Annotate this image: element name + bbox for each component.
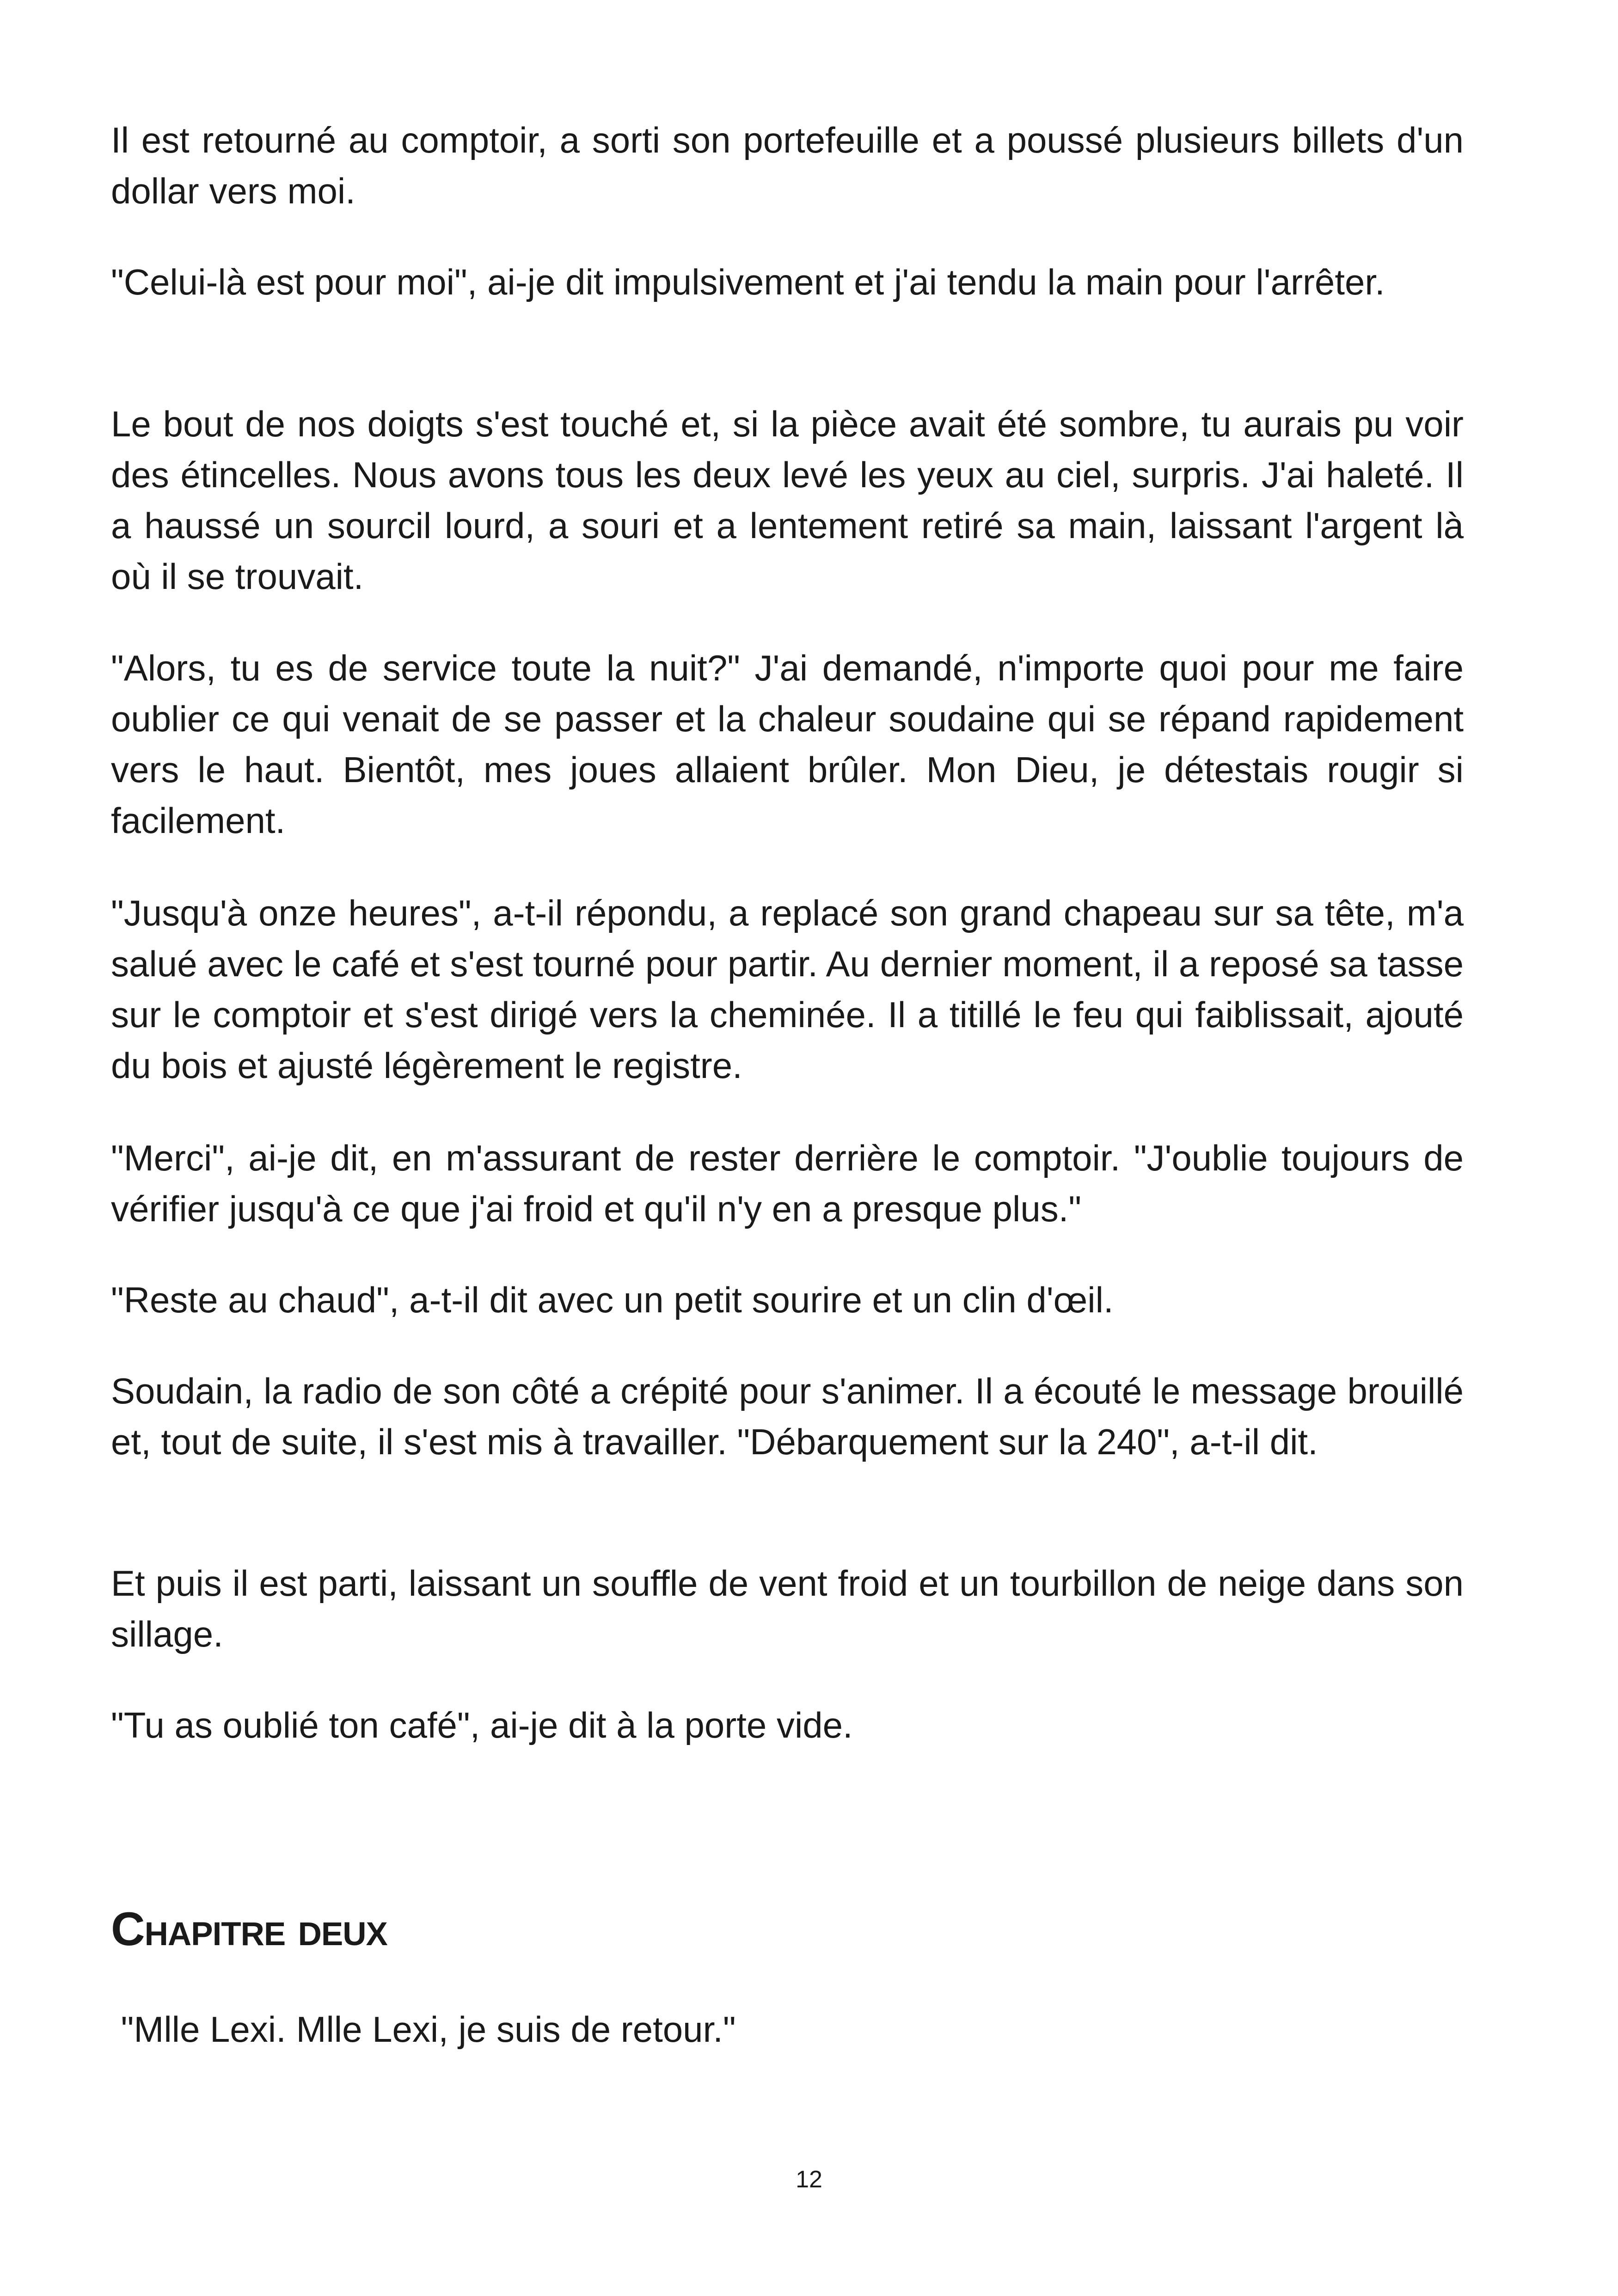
chapter-first-line: "Mlle Lexi. Mlle Lexi, je suis de retour." bbox=[111, 2009, 736, 2050]
paragraph-1: Il est retourné au comptoir, a sorti son portefeuille et a poussé plusieurs billets d'un dollar vers moi. bbox=[111, 120, 1464, 211]
paragraph-4: "Alors, tu es de service toute la nuit?" J'ai demandé, n'importe quoi pour me faire oublier ce qui venait de se passer et la chaleur soudaine qui se répand rapidement vers le haut. Bientôt, mes joues allaient brûler. Mon Dieu, je détestais rougir si facilement. bbox=[111, 648, 1464, 841]
paragraph-5: "Jusqu'à onze heures", a-t-il répondu, a replacé son grand chapeau sur sa tête, m'a salué avec le café et s'est tourné pour partir. Au dernier moment, il a reposé sa tasse sur le comptoir et s'est dirigé vers la cheminée. Il a titillé le feu qui faiblissait, ajouté du bois et ajusté légèrement le registre. bbox=[111, 893, 1464, 1086]
paragraph-6: "Merci", ai-je dit, en m'assurant de rester derrière le comptoir. "J'oublie toujours de vérifier jusqu'à ce que j'ai froid et qu'il n'y en a presque plus." bbox=[111, 1138, 1464, 1229]
chapter-title: Chapitre deux bbox=[111, 1903, 387, 1955]
paragraph-8: Soudain, la radio de son côté a crépité pour s'animer. Il a écouté le message brouillé et, tout de suite, il s'est mis à travailler. "Débarquement sur la 240", a-t-il dit. bbox=[111, 1371, 1464, 1462]
paragraph-3: Le bout de nos doigts s'est touché et, si la pièce avait été sombre, tu aurais pu voir des étincelles. Nous avons tous les deux levé les yeux au ciel, surpris. J'ai haleté. Il a haussé un sourcil lourd, a souri et a lentement retiré sa main, laissant l'argent là où il se trouvait. bbox=[111, 404, 1464, 597]
paragraph-10: "Tu as oublié ton café", ai-je dit à la porte vide. bbox=[111, 1705, 853, 1745]
paragraph-7: "Reste au chaud", a-t-il dit avec un petit sourire et un clin d'œil. bbox=[111, 1280, 1114, 1320]
page-number: 12 bbox=[796, 2166, 822, 2193]
paragraph-9: Et puis il est parti, laissant un souffle de vent froid et un tourbillon de neige dans son sillage. bbox=[111, 1563, 1464, 1654]
paragraph-2: "Celui-là est pour moi", ai-je dit impulsivement et j'ai tendu la main pour l'arrêter. bbox=[111, 262, 1385, 302]
